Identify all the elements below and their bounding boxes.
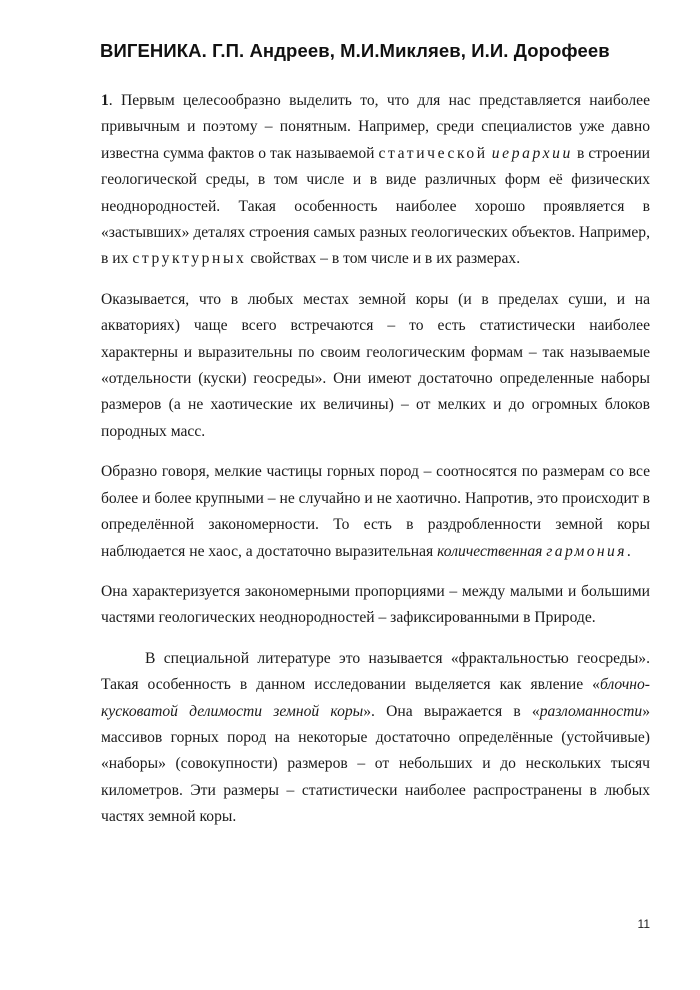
paragraph-number: 1 — [101, 92, 109, 109]
paragraph-2: Оказывается, что в любых местах земной коры (и в пределах суши, и на акваториях) чаще всего встречаются – то есть статистически наиболее характерны и выразительны по своим геологическим формам – так называемые «отдельности (куски) геосреды». Они имеют достаточно определенные наборы размеров (а не хаотические их величины) – от мелких и до огромных блоков породных масс. — [101, 290, 650, 440]
paragraph-4: Она характеризуется закономерными пропорциями – между малыми и большими частями геологических неоднородностей – зафиксированными в Природе. — [101, 582, 650, 627]
term-static: статической — [378, 144, 488, 162]
paragraph-1-text-c: свойствах – в том числе и в их размерах. — [246, 250, 521, 268]
paragraph-5-text-c: » массивов горных пород на некоторые достаточно определённые (устойчивые) «наборы» (совокупности) размеров – от небольших и до нескольких тысяч километров. Эти размеры – статистически наиболее распространены в любых частях земной коры. — [101, 702, 650, 826]
term-hierarchy: иерархии — [491, 144, 573, 162]
page-number: 11 — [637, 917, 650, 931]
page-header: ВИГЕНИКА. Г.П. Андреев, М.И.Микляев, И.И. Дорофеев — [100, 40, 610, 61]
term-harmony: гармония — [546, 542, 627, 560]
term-faulting: разломанности — [539, 702, 643, 720]
term-quantitative: количественная — [437, 542, 543, 560]
paragraph-1 — [101, 88, 650, 273]
paragraph-1-text-b: в строении геологической среды, в том числе и в виде различных форм её физических неоднородностей. Такая особенность наиболее хорошо проявляется в «застывших» деталях строения самых разных геологических объектов. Например, в их — [101, 144, 651, 268]
body-text — [101, 88, 650, 845]
paragraph-3-text: Образно говоря, мелкие частицы горных пород – соотносятся по размерам со все более и более крупными – не случайно и не хаотично. Напротив, это происходит в определённой закономерности. То есть в раздробленности земной коры наблюдается не хаос, а достаточно выразительная — [101, 463, 650, 560]
paragraph-5-text-b: ». Она выражается в « — [363, 702, 540, 720]
paragraph-5 — [101, 646, 650, 831]
term-block-divisibility: блочно-кусковатой делимости земной коры — [101, 676, 650, 720]
paragraph-5-text-a: В специальной литературе это называется «фрактальностью геосреды». Такая особенность в данном исследовании выделяется как явление « — [101, 649, 650, 694]
paragraph-1-text-a: . Первым целесообразно выделить то, что для нас представляется наиболее привычным и поэтому – понятным. Например, среди специалистов уже давно известна сумма фактов о так называемой — [101, 92, 650, 162]
paragraph-3: Образно говоря, мелкие частицы горных пород – соотносятся по размерам со все более и более крупными – не случайно и не хаотично. Напротив, это происходит в определённой закономерности. То есть в раздробленности земной коры наблюдается не хаос, а достаточно выразительная количественная гармония. — [101, 463, 650, 560]
term-structural: структурных — [132, 250, 247, 268]
